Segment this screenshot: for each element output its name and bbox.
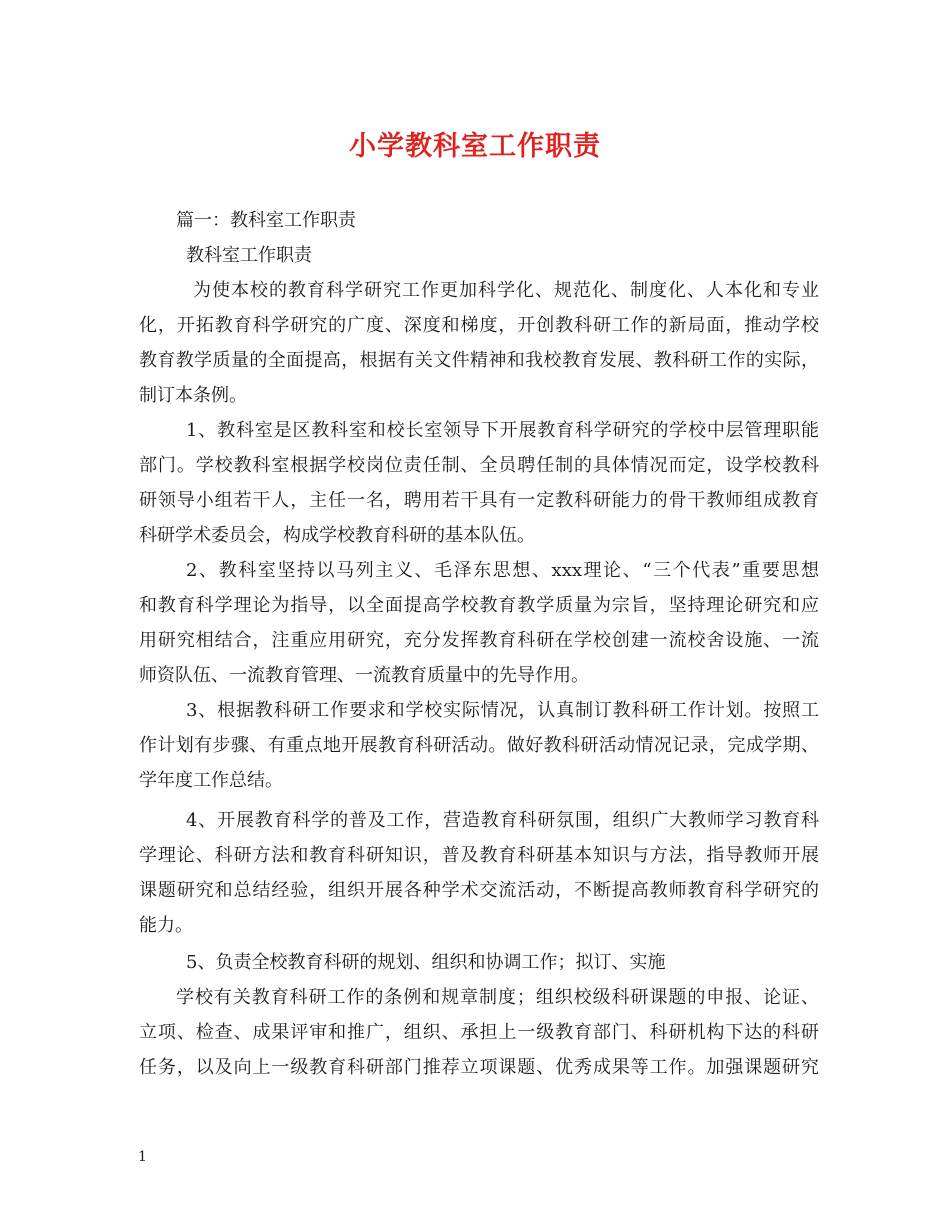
paragraph-line: 任务，以及向上一级教育科研部门推荐立项课题、优秀成果等工作。加强课题研究 <box>139 1057 819 1078</box>
paragraph-line: 4、开展教育科学的普及工作，营造教育科研氛围，组织广大教师学习教育科 <box>186 810 819 831</box>
paragraph-line: 为使本校的教育科学研究工作更加科学化、规范化、制度化、人本化和专业 <box>193 280 819 301</box>
paragraph-line: 作计划有步骤、有重点地开展教育科研活动。做好教科研活动情况记录，完成学期、 <box>139 735 819 756</box>
paragraph-line: 3、根据教科研工作要求和学校实际情况，认真制订教科研工作计划。按照工 <box>186 700 819 721</box>
section-heading: 篇一：教科室工作职责 <box>176 210 356 231</box>
paragraph-line: 5、负责全校教育科研的规划、组织和协调工作；拟订、实施 <box>186 952 666 973</box>
page-number: 1 <box>138 1149 147 1165</box>
paragraph-line: 学年度工作总结。 <box>139 770 283 791</box>
paragraph-line: 用研究相结合，注重应用研究，充分发挥教育科研在学校创建一流校舍设施、一流 <box>139 630 819 651</box>
paragraph-line: 教育教学质量的全面提高，根据有关文件精神和我校教育发展、教科研工作的实际， <box>139 350 819 371</box>
paragraph-line: 学理论、科研方法和教育科研知识，普及教育科研基本知识与方法，指导教师开展 <box>139 845 819 866</box>
paragraph-line: 1、教科室是区教科室和校长室领导下开展教育科学研究的学校中层管理职能 <box>186 420 819 441</box>
paragraph-line: 2、教科室坚持以马列主义、毛泽东思想、xxx理论、“三个代表”重要思想 <box>186 560 819 581</box>
paragraph-line: 学校有关教育科研工作的条例和规章制度；组织校级科研课题的申报、论证、 <box>176 987 819 1008</box>
paragraph-line: 师资队伍、一流教育管理、一流教育质量中的先导作用。 <box>139 665 589 686</box>
paragraph-line: 和教育科学理论为指导，以全面提高学校教育教学质量为宗旨，坚持理论研究和应 <box>139 595 819 616</box>
paragraph-line: 立项、检查、成果评审和推广，组织、承担上一级教育部门、科研机构下达的科研 <box>139 1022 819 1043</box>
paragraph-line: 化，开拓教育科学研究的广度、深度和梯度，开创教科研工作的新局面，推动学校 <box>139 315 819 336</box>
paragraph-line: 部门。学校教科室根据学校岗位责任制、全员聘任制的具体情况而定，设学校教科 <box>139 455 819 476</box>
paragraph-line: 课题研究和总结经验，组织开展各种学术交流活动，不断提高教师教育科学研究的 <box>139 880 819 901</box>
document-title: 小学教科室工作职责 <box>349 131 601 162</box>
paragraph-line: 科研学术委员会，构成学校教育科研的基本队伍。 <box>139 525 535 546</box>
subsection-heading: 教科室工作职责 <box>186 245 312 266</box>
paragraph-line: 能力。 <box>139 915 193 936</box>
paragraph-line: 制订本条例。 <box>139 385 247 406</box>
paragraph-line: 研领导小组若干人，主任一名，聘用若干具有一定教科研能力的骨干教师组成教育 <box>139 490 819 511</box>
